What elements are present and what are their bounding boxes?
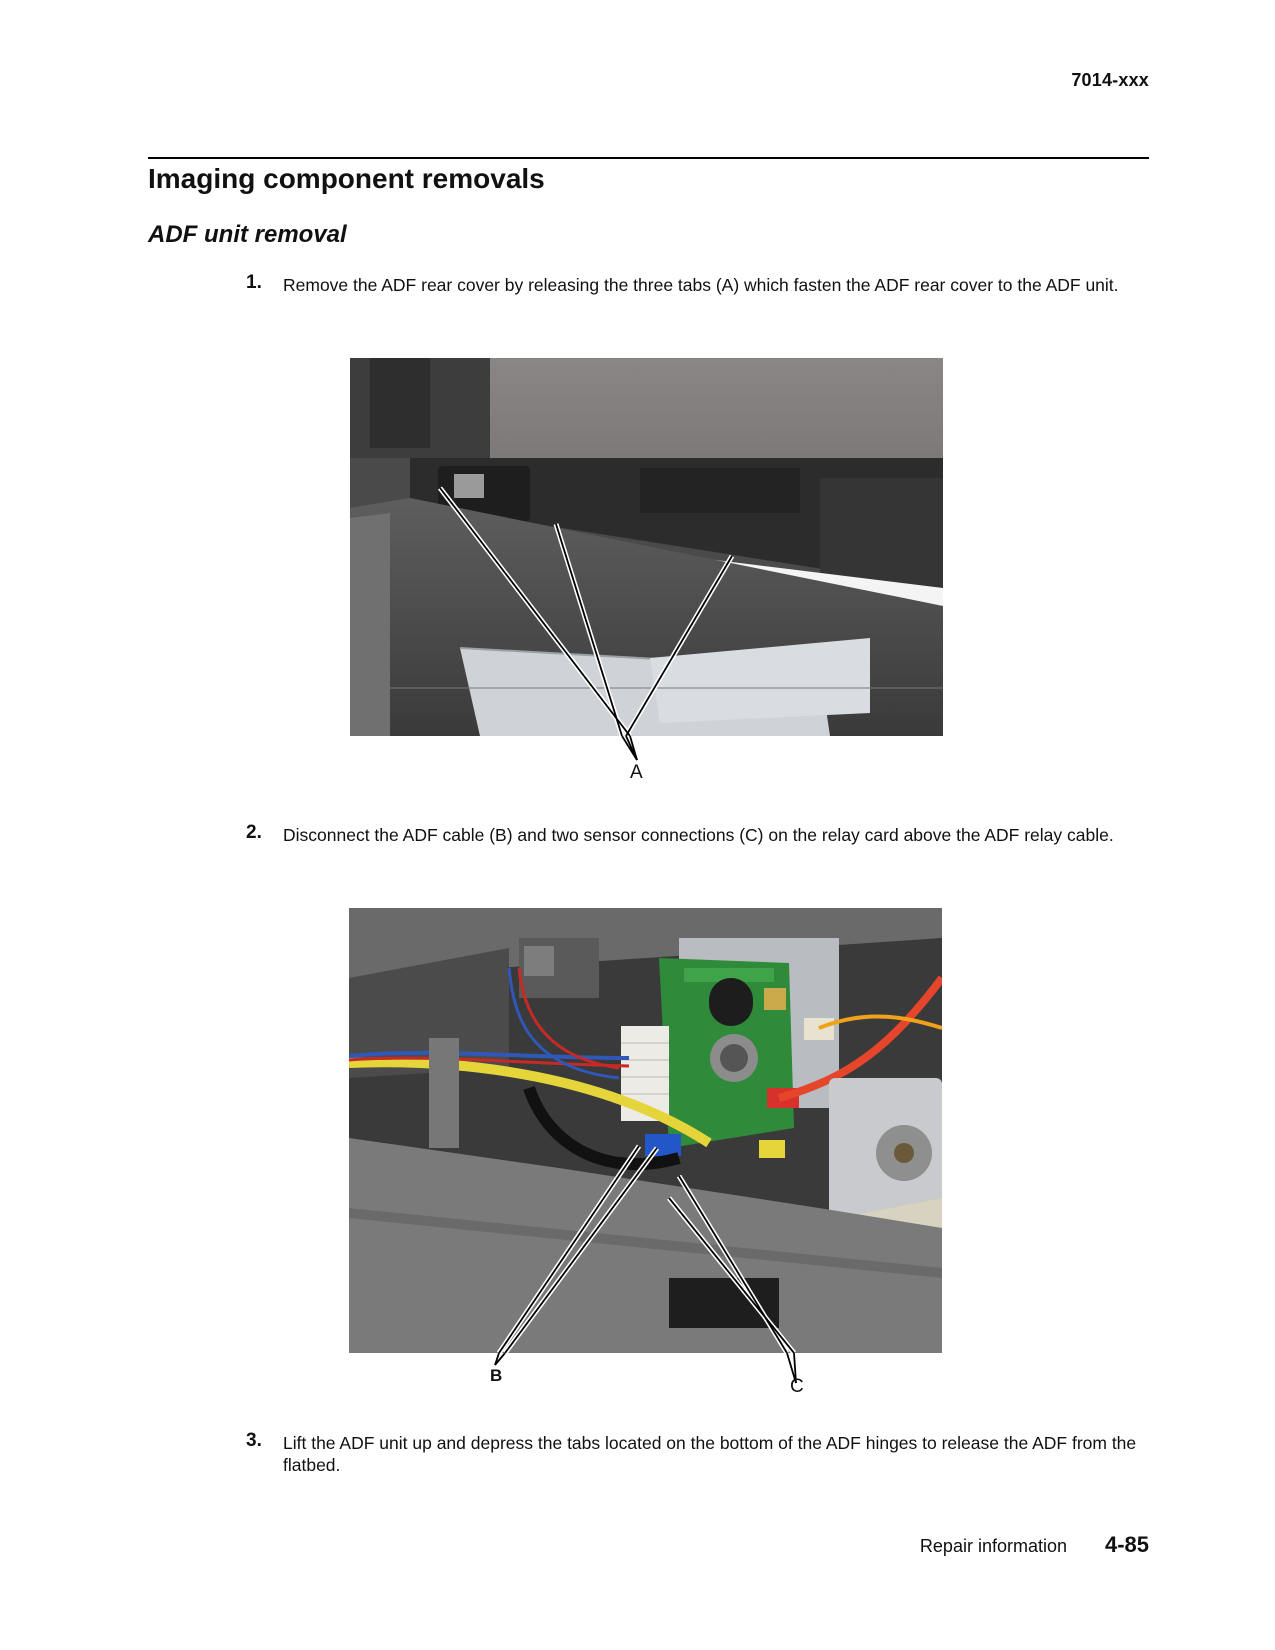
page-header-code: 7014-xxx [1071, 70, 1149, 90]
figure-1-callout-leaders [350, 736, 943, 766]
figure-relay-card-drawing [349, 908, 942, 1353]
footer-page-number: 4-85 [1104, 1532, 1149, 1557]
figure-relay-card-photo [349, 908, 942, 1353]
callout-b: B [490, 1366, 503, 1385]
step-number: 3. [246, 1430, 262, 1451]
callout-a: A [630, 762, 643, 783]
callout-c: C [790, 1376, 804, 1397]
section-title: Imaging component removals [148, 163, 545, 194]
step-text: Disconnect the ADF cable (B) and two sensor connections (C) on the relay card above the ADF relay cable. [283, 825, 1114, 845]
step-text: Lift the ADF unit up and depress the tabs located on the bottom of the ADF hinges to release the ADF from the flatbed. [283, 1433, 1137, 1475]
figure-adf-rear-cover-photo [350, 358, 943, 736]
step-number: 2. [246, 822, 262, 843]
subsection-title: ADF unit removal [148, 221, 347, 248]
title-rule [148, 157, 1149, 159]
figure-adf-rear-cover-drawing [350, 358, 943, 736]
figure-2-callout-leaders [349, 1353, 942, 1393]
step-number: 1. [246, 272, 262, 293]
footer-section-name: Repair information [919, 1536, 1067, 1556]
step-text: Remove the ADF rear cover by releasing the three tabs (A) which fasten the ADF rear cover to the ADF unit. [283, 275, 1119, 295]
